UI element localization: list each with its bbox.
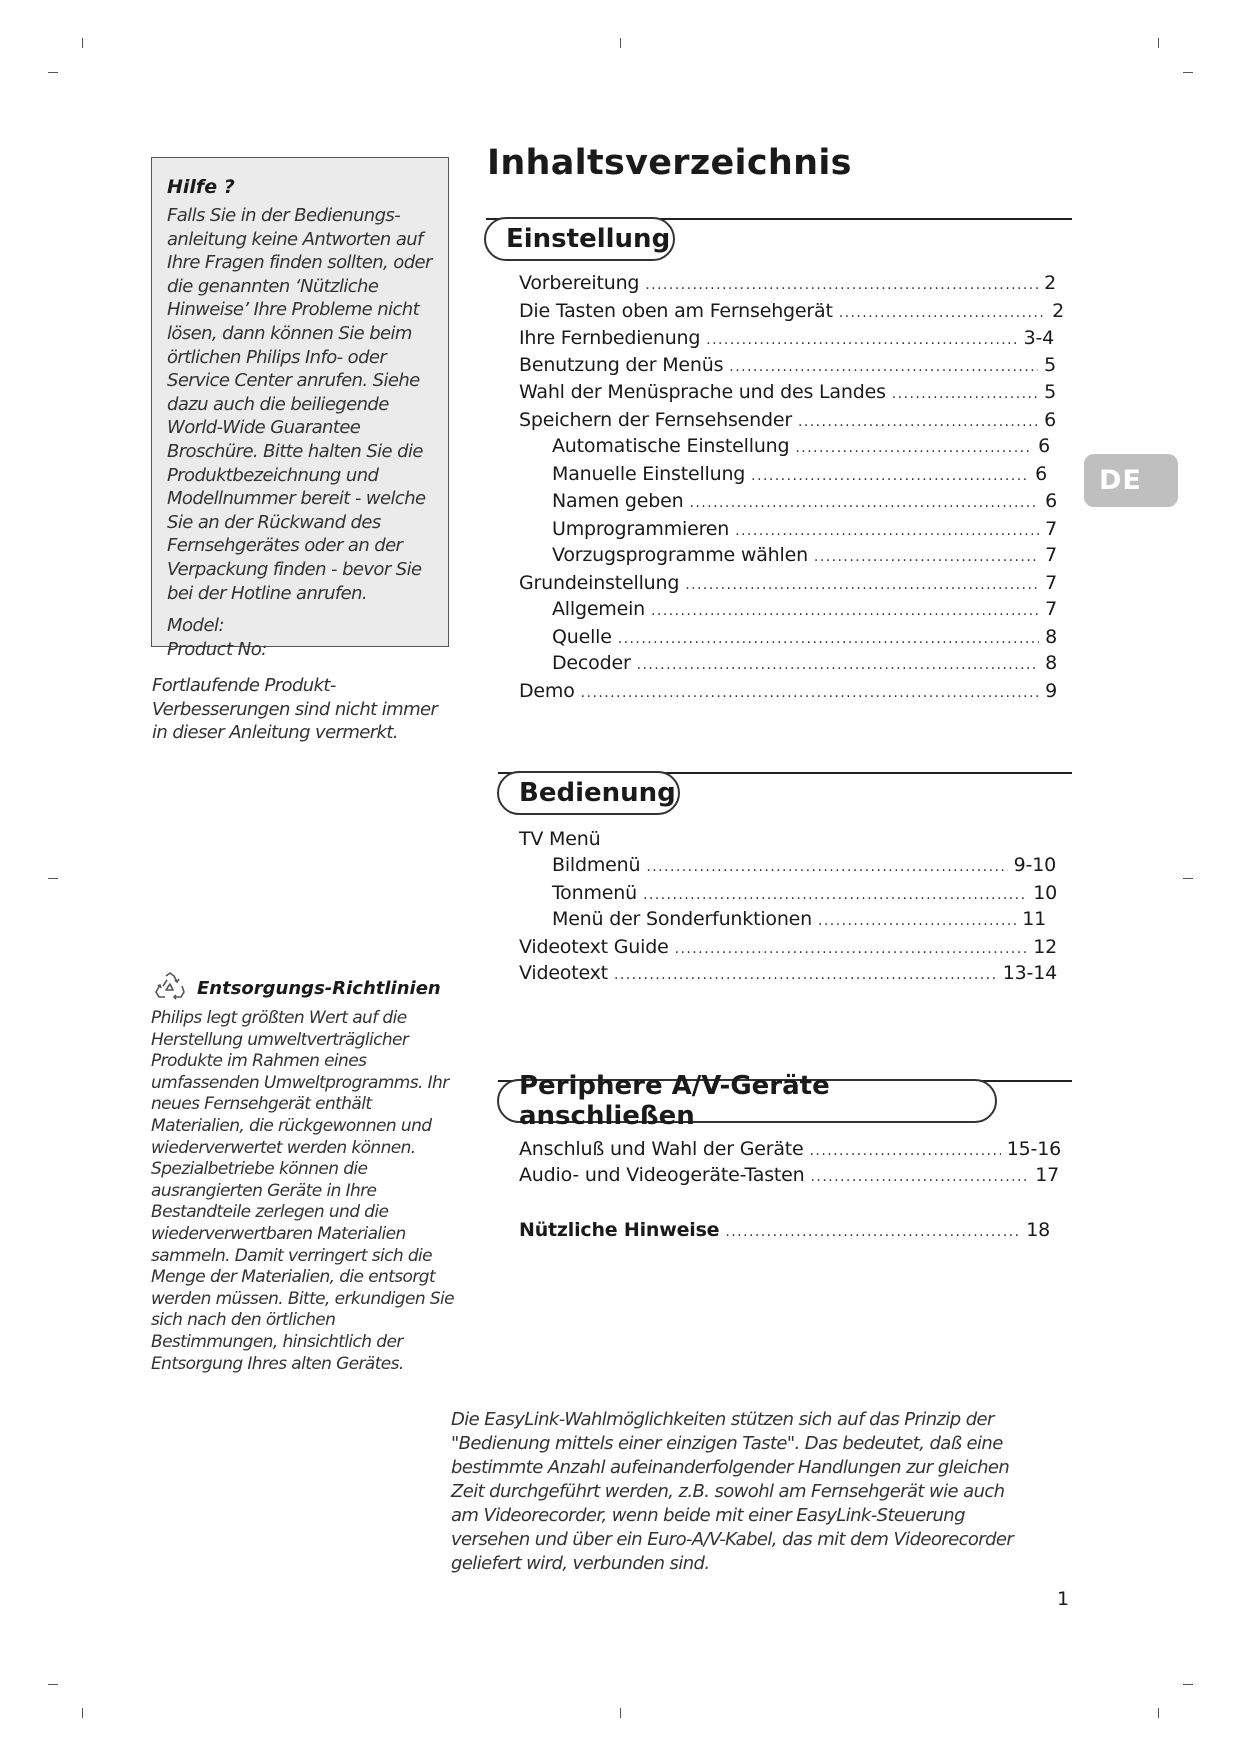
leader-dots: [618, 631, 1039, 647]
toc-entry[interactable]: [519, 381, 1056, 403]
toc-entry-page: 15-16: [1006, 1138, 1061, 1160]
toc-entry[interactable]: [519, 1164, 1059, 1186]
toc-entry[interactable]: [552, 518, 1057, 540]
page-number: 1: [1057, 1588, 1070, 1610]
toc-entry-page: 9: [1045, 680, 1057, 702]
toc-entry-label: Demo: [519, 680, 575, 702]
toc-entry-page: 18: [1026, 1219, 1050, 1241]
toc-entry-page: 7: [1045, 598, 1057, 620]
leader-dots: [685, 577, 1039, 593]
easylink-note: Die EasyLink-Wahlmöglichkeiten stützen sich auf das Prinzip der "Bedienung mittels einer einzigen Taste". Das bedeutet, daß eine bestimmte Anzahl aufeinanderfolgender Handlungen zur gleichen Zeit durchgeführt werden, z.B. sowohl am Fernsehgerät wie auch am Videorecorder, wenn beide mit einer EasyLink-Steuerung versehen und über ein Euro-A/V-Kabel, das mit dem Videorecorder geliefert wird, verbunden sind.: [451, 1409, 1014, 1574]
toc-entry[interactable]: [552, 598, 1057, 620]
toc-entry[interactable]: [552, 652, 1057, 674]
toc-entry-label: Videotext Guide: [519, 936, 669, 958]
leader-dots: [646, 859, 1007, 875]
toc-entry-page: 2: [1044, 272, 1056, 294]
toc-entry-label: Wahl der Menüsprache und des Landes: [519, 381, 886, 403]
crop-mark: [1158, 1708, 1159, 1718]
leader-dots: [798, 414, 1038, 430]
toc-entry[interactable]: [519, 572, 1057, 594]
help-title: Hilfe ?: [167, 176, 235, 198]
toc-entry-label: Speichern der Fernsehsender: [519, 409, 792, 431]
crop-mark: [1158, 38, 1159, 48]
toc-entry-label: Umprogrammieren: [552, 518, 730, 540]
recycle-icon: [154, 972, 186, 1002]
leader-dots: [818, 913, 1016, 929]
toc-entry-page: 13-14: [1002, 962, 1057, 984]
toc-entry-page: 2: [1052, 300, 1064, 322]
leader-dots: [725, 1224, 1020, 1240]
help-model-label: Model:: [167, 615, 225, 637]
leader-dots: [729, 359, 1038, 375]
toc-entry-page: 8: [1045, 652, 1057, 674]
toc-entry-page: 8: [1045, 626, 1057, 648]
toc-entry-page: 5: [1044, 354, 1056, 376]
disposal-title: Entsorgungs-Richtlinien: [197, 978, 441, 999]
toc-entry[interactable]: [519, 409, 1056, 431]
leader-dots: [645, 277, 1038, 293]
help-box: [151, 157, 449, 660]
language-badge: DE: [1084, 454, 1178, 507]
toc-entry-page: 11: [1022, 908, 1046, 930]
leader-dots: [814, 549, 1039, 565]
crop-mark: [82, 1708, 83, 1718]
toc-entry-label: Vorbereitung: [519, 272, 640, 294]
toc-entry-page: 12: [1033, 936, 1057, 958]
toc-entry[interactable]: [552, 544, 1057, 566]
toc-entry-page: 3-4: [1023, 327, 1054, 349]
toc-entry[interactable]: [519, 272, 1056, 294]
toc-entry[interactable]: [552, 435, 1050, 457]
toc-entry[interactable]: [519, 354, 1056, 376]
disposal-body: Philips legt größten Wert auf die Herstellung umweltverträglicher Produkte im Rahmen eines umfassenden Umweltprogramms. Ihr neues Fernsehgerät enthält Materialien, die rückgewonnen und wiederverwertet werden können. Spezialbetriebe können die ausrangierten Geräte in Ihre Bestandteile zerlegen und die wiederverwertbaren Materialien sammeln. Damit verringert sich die Menge der Materialien, die entsorgt werden müssen. Bitte, erkundigen Sie sich nach den örtlichen Bestimmungen, hinsichtlich der Entsorgung Ihres alten Gerätes.: [151, 1008, 455, 1374]
toc-entry-page: 5: [1044, 381, 1056, 403]
toc-entry[interactable]: [519, 1138, 1061, 1160]
toc-entry[interactable]: [519, 327, 1054, 349]
crop-mark: [1183, 1684, 1193, 1685]
leader-dots: [637, 657, 1040, 673]
leader-dots: [751, 468, 1029, 484]
toc-entry[interactable]: [519, 680, 1057, 702]
toc-entry-label: Tonmenü: [552, 882, 637, 904]
leader-dots: [795, 440, 1032, 456]
help-body: Falls Sie in der Bedienungs-anleitung keine Antworten auf Ihre Fragen finden sollten, oder die genannten ‘Nützliche Hinweise’ Ihre Probleme nicht lösen, dann können Sie beim örtlichen Philips Info- oder Service Center anrufen. Siehe dazu auch die beiliegende World-Wide Guarantee Broschüre. Bitte halten Sie die Produktbezeichnung und Modellnummer bereit - welche Sie an der Rückwand des Fernsehgerätes oder an der Verpackung finden - bevor Sie bei der Hotline anrufen.: [167, 205, 432, 604]
leader-dots: [839, 305, 1046, 321]
toc-entry-page: 10: [1033, 882, 1057, 904]
toc-entry-page: 9-10: [1013, 854, 1056, 876]
crop-mark: [620, 38, 621, 48]
crop-mark: [1183, 878, 1193, 879]
leader-dots: [892, 386, 1038, 402]
leader-dots: [651, 603, 1039, 619]
toc-entry-label: Allgemein: [552, 598, 646, 620]
leader-dots: [689, 495, 1039, 511]
toc-entry-label: TV Menü: [519, 828, 601, 850]
toc-entry-label: Videotext: [519, 962, 608, 984]
toc-entry-label: Anschluß und Wahl der Geräte: [519, 1138, 804, 1160]
toc-entry[interactable]: [519, 962, 1057, 984]
leader-dots: [706, 332, 1017, 348]
toc-entry[interactable]: [552, 908, 1046, 930]
crop-mark: [620, 1708, 621, 1718]
toc-entry[interactable]: [552, 854, 1056, 876]
leader-dots: [643, 887, 1027, 903]
toc-entry[interactable]: [552, 463, 1047, 485]
crop-mark: [48, 878, 58, 879]
leader-dots: [581, 685, 1039, 701]
toc-entry-page: 6: [1035, 463, 1047, 485]
toc-entry-label: Die Tasten oben am Fernsehgerät: [519, 300, 833, 322]
toc-entry-label: Ihre Fernbedienung: [519, 327, 701, 349]
leader-dots: [810, 1143, 1001, 1159]
toc-entry-label: Vorzugsprogramme wählen: [552, 544, 808, 566]
crop-mark: [1183, 72, 1193, 73]
toc-entry-page: 17: [1035, 1164, 1059, 1186]
leader-dots: [675, 941, 1028, 957]
toc-entry[interactable]: [552, 490, 1057, 512]
toc-entry-page: 7: [1045, 518, 1057, 540]
toc-entry[interactable]: [519, 300, 1064, 322]
section-heading-bedienung: Bedienung: [497, 771, 680, 815]
toc-entry-label: Automatische Einstellung: [552, 435, 790, 457]
crop-mark: [48, 1684, 58, 1685]
toc-entry-page: 6: [1045, 490, 1057, 512]
toc-entry-label: Quelle: [552, 626, 612, 648]
leader-dots: [811, 1169, 1030, 1185]
crop-mark: [82, 38, 83, 48]
toc-entry-label: Benutzung der Menüs: [519, 354, 724, 376]
toc-entry-page: 7: [1045, 544, 1057, 566]
toc-entry-label: Bildmenü: [552, 854, 641, 876]
page-title: Inhaltsverzeichnis: [487, 143, 852, 183]
toc-entry-page: 6: [1044, 409, 1056, 431]
section-heading-periphere: Periphere A/V-Geräte anschließen: [497, 1079, 997, 1123]
toc-entry-label: Audio- und Videogeräte-Tasten: [519, 1164, 805, 1186]
toc-entry[interactable]: [519, 936, 1057, 958]
toc-entry-page: 7: [1045, 572, 1057, 594]
leader-dots: [735, 523, 1039, 539]
toc-entry[interactable]: [519, 828, 819, 850]
help-product-label: Product No:: [167, 638, 267, 660]
section-heading-einstellung: Einstellung: [484, 217, 675, 261]
toc-entry-label: Nützliche Hinweise: [519, 1219, 720, 1241]
toc-entry[interactable]: [552, 882, 1057, 904]
toc-entry[interactable]: [519, 1219, 1050, 1241]
toc-entry[interactable]: [552, 626, 1057, 648]
crop-mark: [48, 72, 58, 73]
toc-entry-label: Namen geben: [552, 490, 684, 512]
toc-entry-label: Menü der Sonderfunktionen: [552, 908, 812, 930]
toc-entry-label: Manuelle Einstellung: [552, 463, 746, 485]
improvements-note: Fortlaufende Produkt-Verbesserungen sind nicht immer in dieser Anleitung vermerkt.: [152, 675, 438, 743]
toc-entry-label: Grundeinstellung: [519, 572, 680, 594]
toc-entry-label: Decoder: [552, 652, 631, 674]
leader-dots: [614, 967, 997, 983]
toc-entry-page: 6: [1038, 435, 1050, 457]
